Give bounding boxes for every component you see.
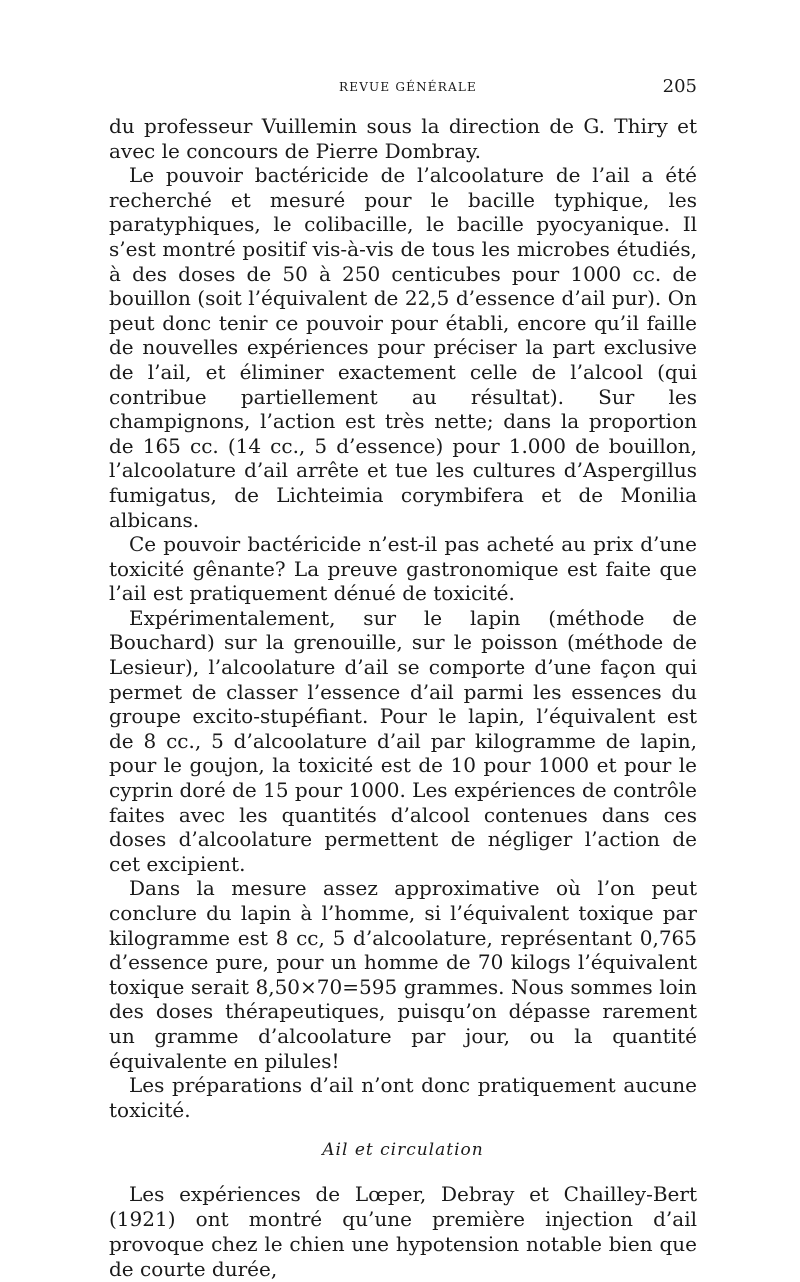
running-head (109, 78, 697, 100)
paragraph-1: du professeur Vuillemin sous la direction de G. Thiry et avec le concours de Pierre Dombray. (109, 114, 697, 163)
paragraph-4: Expérimentalement, sur le lapin (méthode de Bouchard) sur la grenouille, sur le poisson (méthode de Lesieur), l’alcoolature d’ail se comporte d’une façon qui permet de classer l’essence d’ail parmi les essences du groupe excito-stupéfiant. Pour le lapin, l’équivalent est de 8 cc., 5 d’alcoolature d’ail par kilogramme de lapin, pour le goujon, la toxicité est de 10 pour 1000 et pour le cyprin doré de 15 pour 1000. Les expériences de contrôle faites avec les quantités d’alcool contenues dans ces doses d’alcoolature permettent de négliger l’action de cet excipient. (109, 605, 697, 876)
paragraph-6: Les préparations d’ail n’ont donc pratiquement aucune toxicité. (109, 1073, 697, 1122)
book-page (109, 78, 697, 1282)
paragraph-5: Dans la mesure assez approximative où l’on peut conclure du lapin à l’homme, si l’équivalent toxique par kilogramme est 8 cc, 5 d’alcoolature, représentant 0,765 d’essence pure, pour un homme de 70 kilogs l’équivalent toxique serait 8,50×70=595 grammes. Nous sommes loin des doses thérapeutiques, puisqu’on dépasse rarement un gramme d’alcoolature par jour, ou la quantité équivalente en pilules! (109, 876, 697, 1073)
paragraph-3: Ce pouvoir bactéricide n’est-il pas acheté au prix d’une toxicité gênante? La preuve gastronomique est faite que l’ail est pratiquement dénué de toxicité. (109, 532, 697, 606)
section-paragraph: Les expériences de Lœper, Debray et Chailley-Bert (1921) ont montré qu’une première injection d’ail provoque chez le chien une hypotension notable bien que de courte durée, (109, 1182, 697, 1282)
running-title: REVUE GÉNÉRALE (339, 80, 477, 94)
paragraph-2: Le pouvoir bactéricide de l’alcoolature de l’ail a été recherché et mesuré pour le bacille typhique, les paratyphiques, le colibacille, le bacille pyocyanique. Il s’est montré positif vis-à-vis de tous les microbes étudiés, à des doses de 50 à 250 centicubes pour 1000 cc. de bouillon (soit l’équivalent de 22,5 d’essence d’ail pur). On peut donc tenir ce pouvoir pour établi, encore qu’il faille de nouvelles expériences pour préciser la part exclusive de l’ail, et éliminer exactement celle de l’alcool (qui contribue partiellement au résultat). Sur les champignons, l’action est très nette; dans la proportion de 165 cc. (14 cc., 5 d’essence) pour 1.000 de bouillon, l’alcoolature d’ail arrête et tue les cultures d’Aspergillus fumigatus, de Lichteimia corymbifera et de Monilia albicans. (109, 163, 697, 532)
page-number: 205 (662, 76, 697, 97)
section-heading: Ail et circulation (322, 1140, 484, 1161)
